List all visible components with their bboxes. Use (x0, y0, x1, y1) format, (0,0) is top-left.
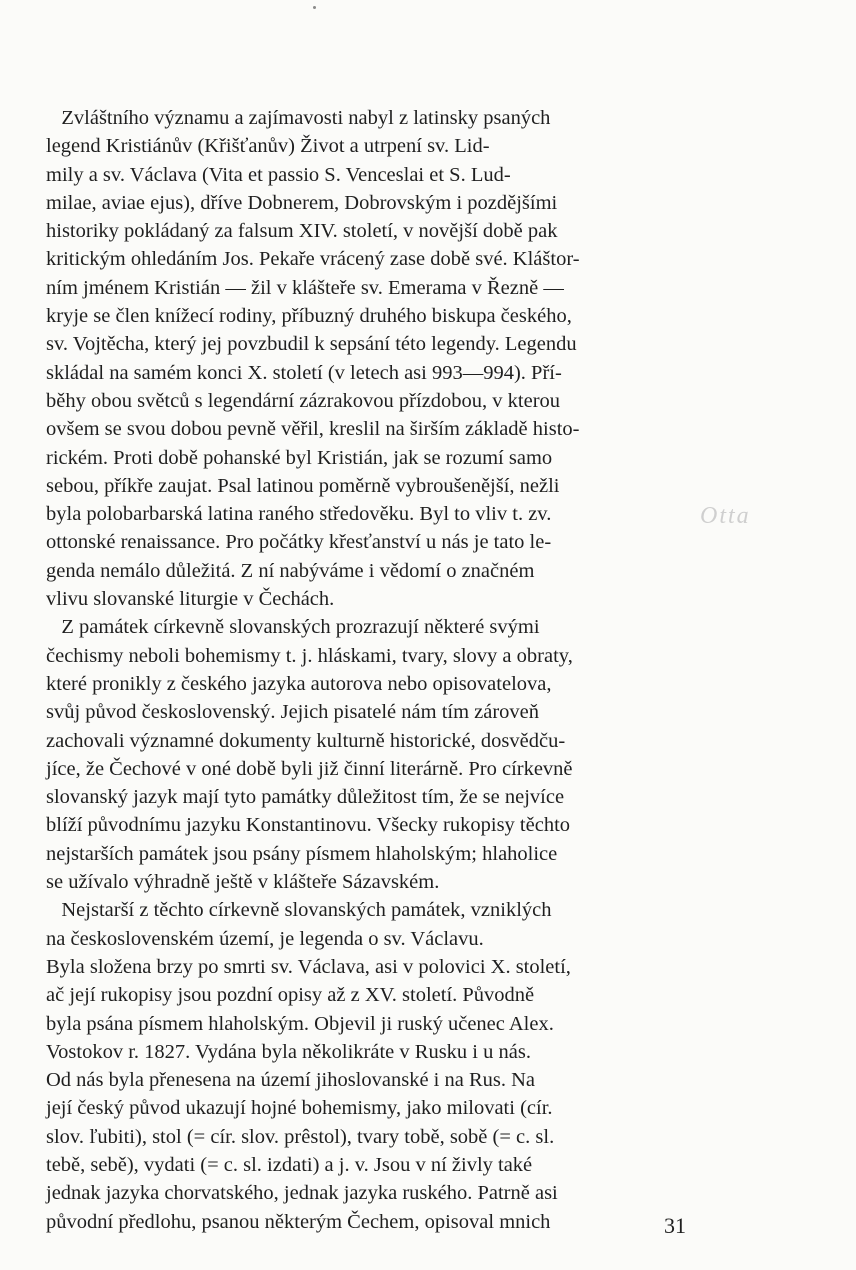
text-line: nejstarších památek jsou psány písmem hlaholským; hlaholice (46, 842, 558, 865)
text-line: sv. Vojtěcha, který jej povzbudil k sepsání této legendy. Legendu (46, 333, 577, 356)
text-line: mily a sv. Václava (Vita et passio S. Venceslai et S. Lud- (46, 163, 511, 186)
text-line: milae, aviae ejus), dříve Dobnerem, Dobrovským i pozdějšími (46, 191, 558, 214)
text-line: byla psána písmem hlaholským. Objevil ji ruský učenec Alex. (46, 1012, 554, 1035)
text-line: čechismy neboli bohemismy t. j. hláskami, tvary, slovy a obraty, (46, 644, 573, 667)
text-line: slovanský jazyk mají tyto památky důležitost tím, že se nejvíce (46, 786, 565, 809)
text-line: Byla složena brzy po smrti sv. Václava, asi v polovici X. století, (46, 955, 571, 978)
text-line: kritickým ohledáním Jos. Pekaře vrácený zase době své. Kláštor- (46, 248, 580, 271)
text-line: genda nemálo důležitá. Z ní nabýváme i vědomí o značném (46, 559, 535, 582)
text-line: ač její rukopisy jsou pozdní opisy až z XV. století. Původně (46, 984, 535, 1007)
text-line: Zvláštního významu a zajímavosti nabyl z latinsky psaných (46, 107, 551, 129)
text-line: běhy obou světců s legendární zázrakovou přízdobou, v kterou (46, 389, 561, 412)
text-line: rickém. Proti době pohanské byl Kristián, jak se rozumí samo (46, 446, 553, 469)
text-line: blíží původnímu jazyku Konstantinovu. Všecky rukopisy těchto (46, 814, 571, 837)
text-line: zachovali významné dokumenty kulturně historické, dosvědču- (46, 729, 566, 752)
text-line: slov. ľubiti), stol (= cír. slov. prêstol), tvary tobě, sobě (= c. sl. (46, 1125, 555, 1148)
text-line: ottonské renaissance. Pro počátky křesťanství u nás je tato le- (46, 531, 552, 554)
text-line: legend Kristiánův (Křišťanův) Život a utrpení sv. Lid- (46, 135, 490, 158)
text-line: Z památek církevně slovanských prozrazují některé svými (46, 616, 540, 639)
text-line: historiky pokládaný za falsum XIV. století, v novější době pak (46, 220, 558, 243)
text-line: jíce, že Čechové v oné době byli již činní literárně. Pro církevně (46, 757, 573, 780)
page-number: 31 (664, 1213, 686, 1238)
paper-speck (313, 6, 316, 9)
text-line: původní předlohu, psanou některým Čechem, opisoval mnich (46, 1210, 551, 1233)
text-line: Od nás byla přenesena na území jihoslovanské i na Rus. Na (46, 1069, 536, 1092)
text-line: vlivu slovanské liturgie v Čechách. (46, 588, 335, 611)
text-line: Nejstarší z těchto církevně slovanských památek, vzniklých (46, 899, 552, 922)
text-line: ovšem se svou dobou pevně věřil, kreslil na širším základě histo- (46, 418, 580, 441)
text-line: tebě, sebě), vydati (= c. sl. izdati) a j. v. Jsou v ní živly také (46, 1153, 533, 1176)
text-line: které pronikly z českého jazyka autorova nebo opisovatelova, (46, 672, 552, 695)
text-line: ním jménem Kristián — žil v klášteře sv. Emerama v Řezně — (46, 276, 564, 299)
text-line: svůj původ československý. Jejich pisatelé nám tím zároveň (46, 701, 540, 724)
text-line: jednak jazyka chorvatského, jednak jazyka ruského. Patrně asi (46, 1182, 558, 1205)
text-line: kryje se člen knížecí rodiny, příbuzný druhého biskupa českého, (46, 305, 572, 328)
text-line: sebou, příkře zaujat. Psal latinou poměrně vybroušenější, nežli (46, 474, 560, 497)
text-line: se užívalo výhradně ještě v klášteře Sázavském. (46, 871, 440, 894)
text-line: skládal na samém konci X. století (v letech asi 993—994). Pří- (46, 361, 562, 384)
text-line: na československém území, je legenda o sv. Václavu. (46, 927, 484, 950)
pencil-margin-note: Otta (700, 503, 751, 529)
text-line: Vostokov r. 1827. Vydána byla několikráte v Rusku i u nás. (46, 1040, 531, 1063)
text-line: její český původ ukazují hojné bohemismy, jako milovati (cír. (46, 1097, 553, 1120)
text-line: byla polobarbarská latina raného středověku. Byl to vliv t. zv. (46, 503, 552, 526)
body-text (46, 104, 696, 1236)
